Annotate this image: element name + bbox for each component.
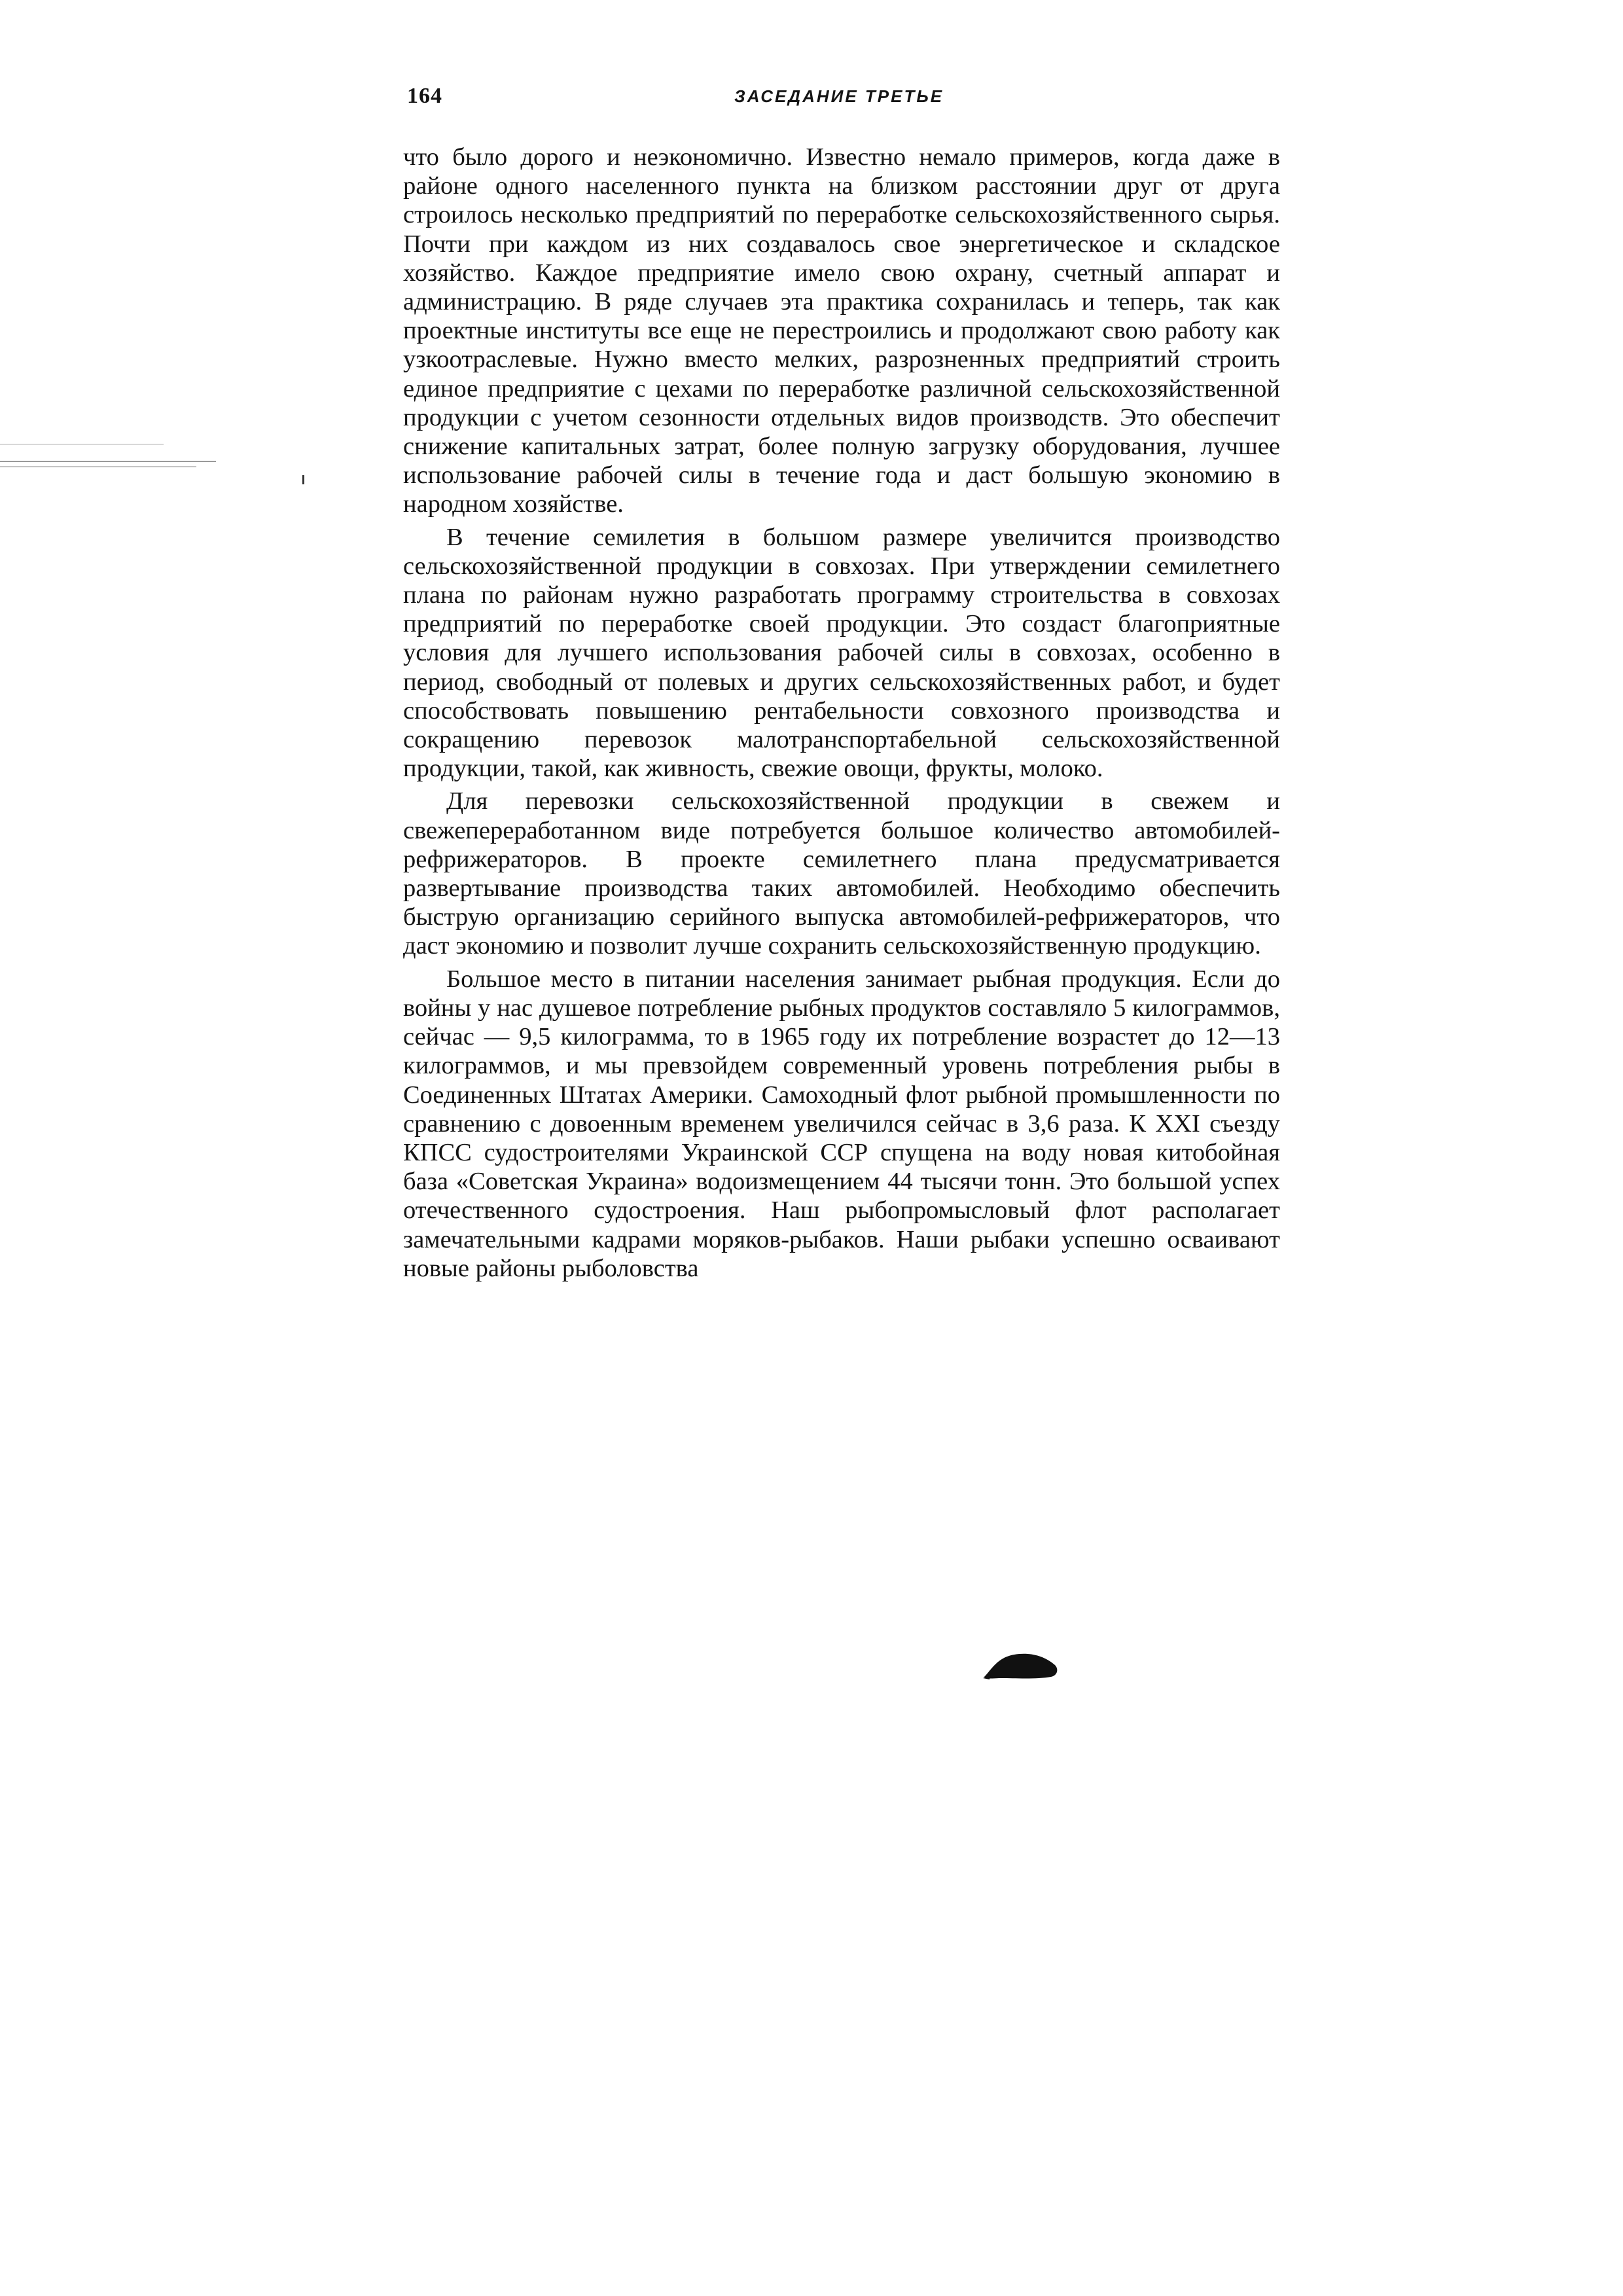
ink-blot: [982, 1651, 1060, 1681]
paragraph: что было дорого и неэкономично. Известно немало примеров, когда даже в районе одного населенного пункта на близком расстоянии друг от друга строилось несколько предприятий по переработке сельскохозяйственного сырья. Почти при каждом из них создавалось свое энергетическое и складское хозяйство. Каждое предприятие имело свою охрану, счетный аппарат и администрацию. В ряде случаев эта практика сохранилась и теперь, так как проектные институты все еще не перестроились и продолжают свою работу как узкоотраслевые. Нужно вместо мелких, разрозненных предприятий строить единое предприятие с цехами по переработке различной сельскохозяйственной продукции с учетом сезонности отдельных видов производств. Это обеспечит снижение капитальных затрат, более полную загрузку оборудования, лучшее использование рабочей силы в течение года и даст большую экономию в народном хозяйстве.: [403, 143, 1280, 518]
margin-tick-mark: [302, 475, 304, 484]
scan-margin-marks: [0, 432, 327, 511]
margin-scan-line: [0, 461, 216, 462]
running-head: [407, 84, 1279, 123]
margin-scan-line: [0, 444, 164, 445]
paragraph: Для перевозки сельскохозяйственной продукции в свежем и свежепереработанном виде потребуется большое количество автомобилей-рефрижераторов. В проекте семилетнего плана предусматривается развертывание производства таких автомобилей. Необходимо обеспечить быструю организацию серийного выпуска автомобилей-рефрижераторов, что даст экономию и позволит лучше сохранить сельскохозяйственную продукцию.: [403, 787, 1280, 960]
body-text: [403, 143, 1280, 1287]
section-title: ЗАСЕДАНИЕ ТРЕТЬЕ: [734, 86, 944, 106]
margin-scan-line: [0, 466, 196, 467]
page-number: 164: [407, 84, 442, 108]
paragraph: В течение семилетия в большом размере увеличится производство сельскохозяйственной продукции в совхозах. При утверждении семилетнего плана по районам нужно разработать программу строительства в совхозах предприятий по переработке своей продукции. Это создаст благоприятные условия для лучшего использования рабочей силы в совхозах, особенно в период, свободный от полевых и других сельскохозяйственных работ, и будет способствовать повышению рентабельности совхозного производства и сокращению перевозок малотранспортабельной сельскохозяйственной продукции, такой, как живность, свежие овощи, фрукты, молоко.: [403, 523, 1280, 783]
paragraph: Большое место в питании населения занимает рыбная продукция. Если до войны у нас душевое потребление рыбных продуктов составляло 5 килограммов, сейчас — 9,5 килограмма, то в 1965 году их потребление возрастет до 12—13 килограммов, и мы превзойдем современный уровень потребления рыбы в Соединенных Штатах Америки. Самоходный флот рыбной промышленности по сравнению с довоенным временем увеличился сейчас в 3,6 раза. К XXI съезду КПСС судостроителями Украинской ССР спущена на воду новая китобойная база «Советская Украина» водоизмещением 44 тысячи тонн. Это большой успех отечественного судостроения. Наш рыбопромысловый флот располагает замечательными кадрами моряков-рыбаков. Наши рыбаки успешно осваивают новые районы рыболовства: [403, 965, 1280, 1282]
